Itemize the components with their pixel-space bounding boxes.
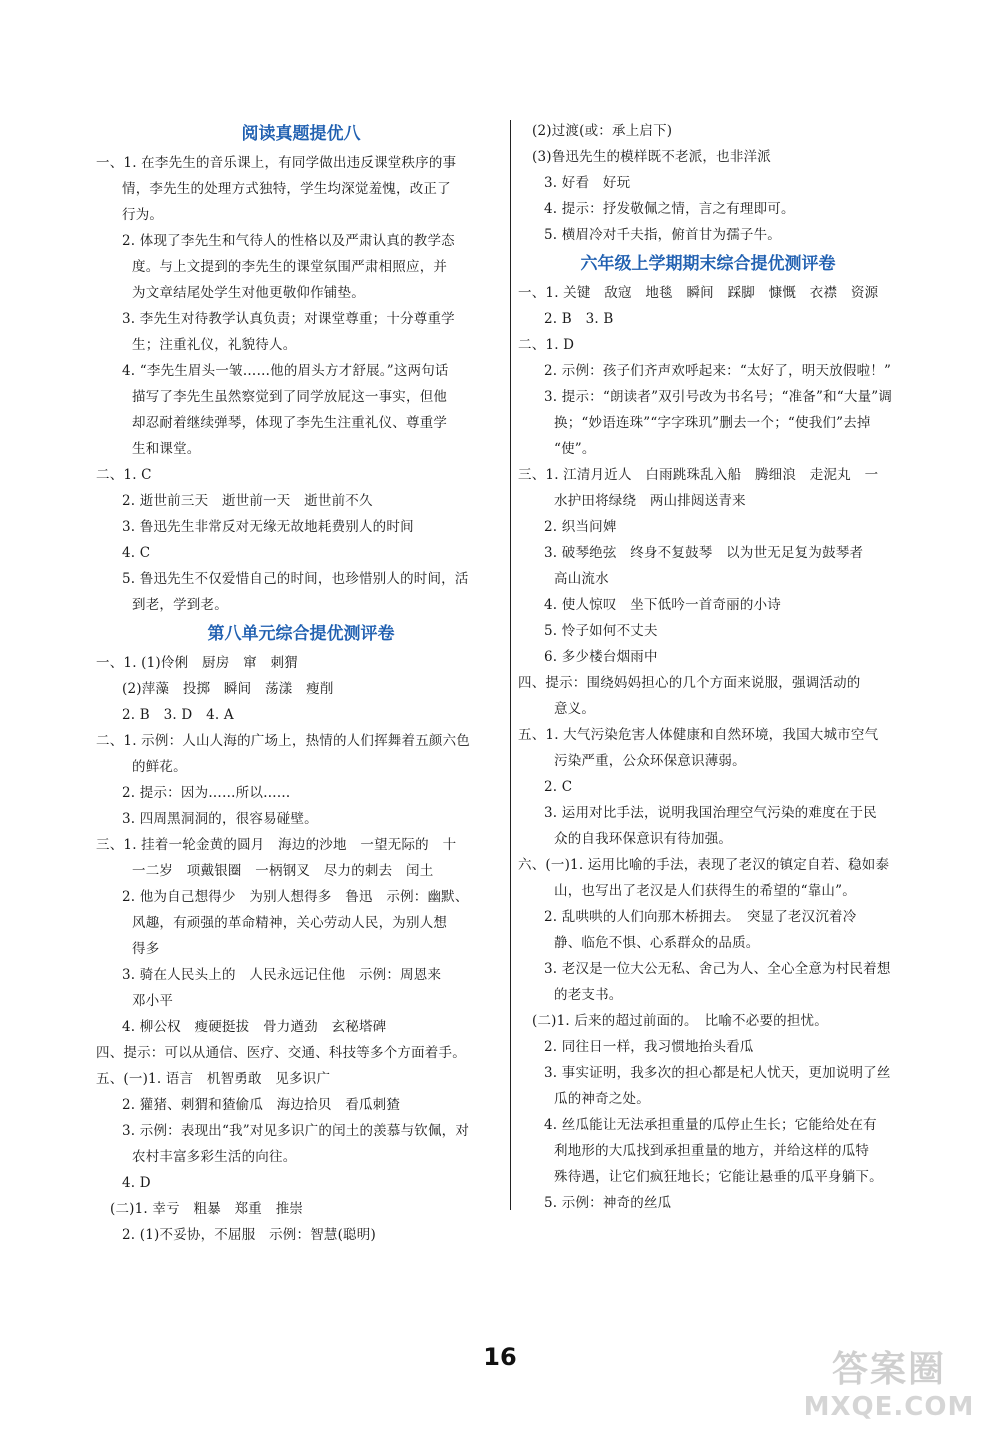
answer-line: 污染严重，公众环保意识薄弱。 xyxy=(554,753,746,769)
answer-line: 2. (1)不妥协，不屈服 示例：智慧(聪明) xyxy=(122,1227,376,1243)
answer-line: 5. 怜子如何不丈夫 xyxy=(544,623,658,639)
answer-line: 描写了李先生虽然察觉到了同学放屁这一事实，但他 xyxy=(132,389,448,405)
answer-line: 生和课堂。 xyxy=(132,441,201,457)
answer-line: (2)萍藻 投掷 瞬间 荡漾 瘦削 xyxy=(122,681,334,697)
watermark-site: MXQE.COM xyxy=(803,1392,975,1422)
answer-line: 2. 提示：因为……所以…… xyxy=(122,785,291,801)
answer-line: 静、临危不惧、心系群众的品质。 xyxy=(554,935,760,951)
answer-line: “使”。 xyxy=(554,441,596,457)
answer-line: 水护田将绿绕 两山排闼送青来 xyxy=(554,493,746,509)
answer-line: 2. 体现了李先生和气待人的性格以及严肃认真的教学态 xyxy=(122,233,455,249)
answer-line: 3. 老汉是一位大公无私、舍己为人、全心全意为村民着想 xyxy=(544,961,891,977)
answer-line: 三、1. 江清月近人 白雨跳珠乱入船 腾细浪 走泥丸 一 xyxy=(518,467,879,483)
answer-line: 3. 示例：表现出“我”对见多识广的闰土的羡慕与钦佩，对 xyxy=(122,1123,470,1139)
answer-line: (2)过渡(或：承上启下) xyxy=(532,123,673,139)
answer-line: 2. B 3. D 4. A xyxy=(122,707,234,723)
answer-line: 2. 乱哄哄的人们向那木桥拥去。 突显了老汉沉着冷 xyxy=(544,909,857,925)
right-column xyxy=(518,118,898,1216)
answer-line: 二、1. C xyxy=(96,467,152,483)
answer-line: 4. “李先生眉头一皱……他的眉头方才舒展。”这两句话 xyxy=(122,363,449,379)
answer-line: 殊待遇，让它们疯狂地长；它能让悬垂的瓜平身躺下。 xyxy=(554,1169,883,1185)
answer-line: 3. 鲁迅先生非常反对无缘无故地耗费别人的时间 xyxy=(122,519,414,535)
answer-line: 得多 xyxy=(132,941,160,957)
answer-line: 高山流水 xyxy=(554,571,609,587)
answer-line: 利地形的大瓜找到承担重量的地方，并给这样的瓜特 xyxy=(554,1143,870,1159)
answer-line: 二、1. D xyxy=(518,337,575,353)
answer-line: 一、1. (1)伶俐 厨房 窜 刺猬 xyxy=(96,655,298,671)
watermark xyxy=(794,1341,984,1423)
answer-line: 为文章结尾处学生对他更敬仰作铺垫。 xyxy=(132,285,365,301)
answer-line: 2. 他为自己想得少 为别人想得多 鲁迅 示例：幽默、 xyxy=(122,889,469,905)
answer-line: 3. 事实证明，我多次的担心都是杞人忧天，更加说明了丝 xyxy=(544,1065,891,1081)
answer-line: 到老，学到老。 xyxy=(132,597,228,613)
answer-line: 3. 骑在人民头上的 人民永远记住他 示例：周恩来 xyxy=(122,967,442,983)
answer-line: 农村丰富多彩生活的向往。 xyxy=(132,1149,297,1165)
answer-line: 四、提示：围绕妈妈担心的几个方面来说服，强调活动的 xyxy=(518,675,861,691)
answer-line: (二)1. 幸亏 粗暴 郑重 推崇 xyxy=(110,1201,304,1217)
answer-line: 瓜的神奇之处。 xyxy=(554,1091,650,1107)
answer-line: 却忍耐着继续弹琴，体现了李先生注重礼仪、尊重学 xyxy=(132,415,448,431)
answer-line: 行为。 xyxy=(122,207,164,223)
answer-line: 3. 提示：“朗读者”双引号改为书名号；“准备”和“大量”调 xyxy=(544,389,893,405)
section-title-final-exam: 六年级上学期期末综合提优测评卷 xyxy=(580,254,836,274)
answer-line: 3. 好看 好玩 xyxy=(544,175,631,191)
answer-line: 情，李先生的处理方式独特，学生均深觉羞愧，改正了 xyxy=(122,181,451,197)
answer-line: 3. 李先生对待教学认真负责；对课堂尊重；十分尊重学 xyxy=(122,311,455,327)
answer-line: 2. C xyxy=(544,779,573,795)
answer-line: 的老支书。 xyxy=(554,987,623,1003)
answer-line: 四、提示：可以从通信、医疗、交通、科技等多个方面着手。 xyxy=(96,1045,466,1061)
answer-line: 4. 丝瓜能让无法承担重量的瓜停止生长；它能给处在有 xyxy=(544,1117,877,1133)
answer-line: 3. 破琴绝弦 终身不复鼓琴 以为世无足复为鼓琴者 xyxy=(544,545,864,561)
answer-line: 4. C xyxy=(122,545,151,561)
answer-line: 4. 柳公权 瘦硬挺拔 骨力遒劲 玄秘塔碑 xyxy=(122,1019,387,1035)
answer-line: 2. 示例：孩子们齐声欢呼起来：“太好了，明天放假啦！” xyxy=(544,363,892,379)
answer-line: 2. 同往日一样，我习惯地抬头看瓜 xyxy=(544,1039,754,1055)
answer-line: 生；注重礼仪，礼貌待人。 xyxy=(132,337,297,353)
answer-line: 度。与上文提到的李先生的课堂氛围严肃相照应，并 xyxy=(132,259,448,275)
answer-line: 一、1. 在李先生的音乐课上，有同学做出违反课堂秩序的事 xyxy=(96,155,457,171)
answer-line: 4. D xyxy=(122,1175,151,1191)
answer-line: 五、1. 大气污染危害人体健康和自然环境，我国大城市空气 xyxy=(518,727,879,743)
answer-line: 4. 使人惊叹 坐下低吟一首奇丽的小诗 xyxy=(544,597,781,613)
answer-line: 的鲜花。 xyxy=(132,759,187,775)
answer-line: 换；“妙语连珠”“字字珠玑”删去一个；“使我们”去掉 xyxy=(554,415,871,431)
answer-line: 6. 多少楼台烟雨中 xyxy=(544,649,658,665)
answer-line: (二)1. 后来的超过前面的。 比喻不必要的担忧。 xyxy=(532,1013,828,1029)
page-number: 16 xyxy=(483,1343,517,1371)
column-divider xyxy=(510,120,511,1210)
section-title-unit-8: 第八单元综合提优测评卷 xyxy=(207,624,395,644)
answer-line: 2. B 3. B xyxy=(544,311,614,327)
watermark-logo: 答案圈 xyxy=(831,1349,946,1390)
answer-line: (3)鲁迅先生的模样既不老派，也非洋派 xyxy=(532,149,771,165)
answer-line: 二、1. 示例：人山人海的广场上，热情的人们挥舞着五颜六色 xyxy=(96,733,470,749)
section-title-reading-8: 阅读真题提优八 xyxy=(241,124,361,144)
answer-line: 五、(一)1. 语言 机智勇敢 见多识广 xyxy=(96,1071,331,1087)
answer-line: 2. 逝世前三天 逝世前一天 逝世前不久 xyxy=(122,493,373,509)
answer-line: 邓小平 xyxy=(132,993,174,1009)
answer-line: 一二岁 项戴银圈 一柄钢叉 尽力的刺去 闰土 xyxy=(132,863,434,879)
answer-line: 5. 横眉冷对千夫指，俯首甘为孺子牛。 xyxy=(544,227,781,243)
answer-line: 众的自我环保意识有待加强。 xyxy=(554,831,733,847)
left-column xyxy=(96,118,506,1248)
answer-line: 3. 运用对比手法，说明我国治理空气污染的难度在于民 xyxy=(544,805,877,821)
answer-line: 一、1. 关键 敌寇 地毯 瞬间 踩脚 慷慨 衣襟 资源 xyxy=(518,285,879,301)
answer-line: 2. 织当问婢 xyxy=(544,519,617,535)
answer-line: 六、(一)1. 运用比喻的手法，表现了老汉的镇定自若、稳如泰 xyxy=(518,857,890,873)
answer-line: 4. 提示：抒发敬佩之情，言之有理即可。 xyxy=(544,201,795,217)
answer-line: 山，也写出了老汉是人们获得生的希望的“靠山”。 xyxy=(554,883,856,899)
answer-line: 5. 示例：神奇的丝瓜 xyxy=(544,1195,672,1211)
answer-line: 意义。 xyxy=(554,701,596,717)
answer-line: 三、1. 挂着一轮金黄的圆月 海边的沙地 一望无际的 十 xyxy=(96,837,457,853)
answer-line: 5. 鲁迅先生不仅爱惜自己的时间，也珍惜别人的时间，活 xyxy=(122,571,469,587)
answer-line: 风趣，有顽强的革命精神，关心劳动人民，为别人想 xyxy=(132,915,448,931)
answer-line: 2. 獾猪、刺猬和猹偷瓜 海边拾贝 看瓜刺猹 xyxy=(122,1097,401,1113)
answer-line: 3. 四周黑洞洞的，很容易碰壁。 xyxy=(122,811,318,827)
